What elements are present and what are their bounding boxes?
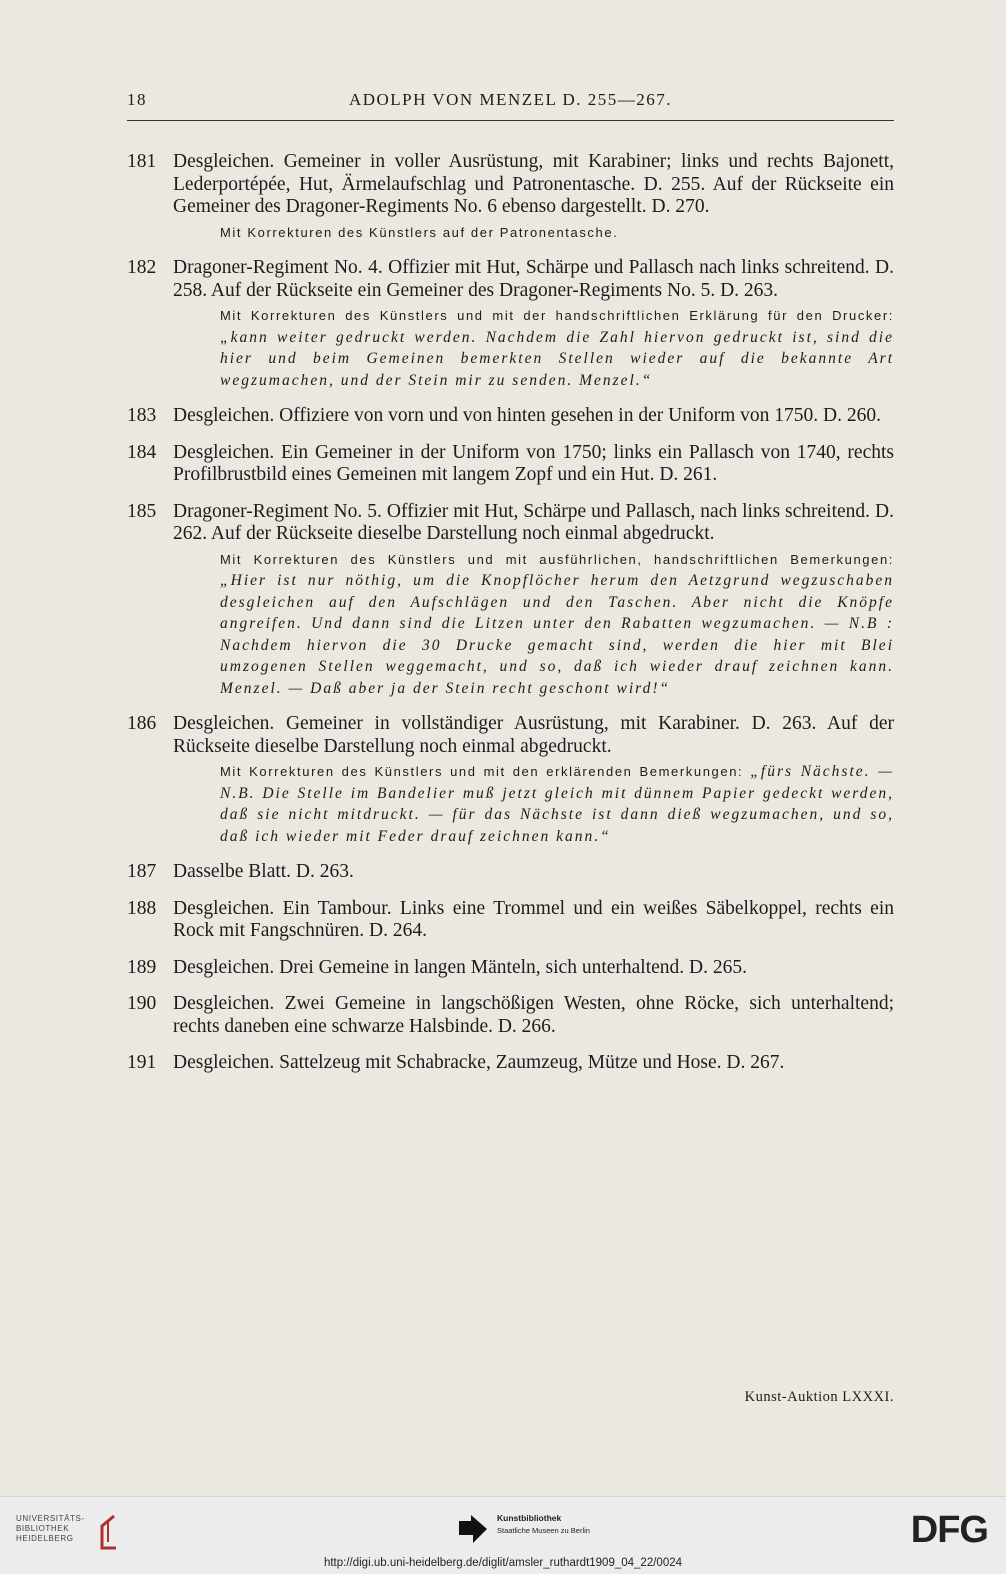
dfg-logo[interactable]: DFG (910, 1509, 988, 1551)
entry-note-text: Mit Korrekturen des Künstlers auf der Patronentasche. (220, 224, 619, 240)
catalog-entry (127, 861, 894, 884)
entry-handwritten-quote: „kann weiter gedruckt werden. Nachdem die Zahl hiervon gedruckt ist, sind die hier und beim Gemeinen bemerkten Stellen wieder auf die bekannte Art wegzumachen, und der Stein mir zu senden. Menzel.“ (220, 328, 894, 389)
catalog-entry (127, 957, 894, 980)
entry-note-text: Mit Korrekturen des Künstlers und mit ausführlichen, handschriftlichen Bemerkungen: (220, 551, 894, 567)
entry-description: Desgleichen. Offiziere von vorn und von hinten gesehen in der Uniform von 1750. D. 260. (173, 405, 881, 426)
page-header (127, 88, 894, 116)
entry-description: Desgleichen. Gemeiner in voller Ausrüstung, mit Karabiner; links und rechts Bajonett, Lederportépée, Hut, Ärmelaufschlag und Patronentasche. D. 255. Auf der Rückseite ein Gemeiner des Dragoner-Regiments No. 6 ebenso dargestellt. D. 270. (173, 151, 894, 217)
entry-description: Desgleichen. Drei Gemeine in langen Mänteln, sich unterhaltend. D. 265. (173, 956, 747, 978)
entry-number: 185 (127, 500, 157, 522)
entry-handwritten-quote: „Hier ist nur nöthig, um die Knopflöcher herum den Aetzgrund wegzuschaben desgleichen auf den Aufschlägen und den Taschen. Aber nicht die Knöpfe angreifen. Und dann sind die Litzen unter den Rabatten wegzumachen. — N.B : Nachdem hiervon die 30 Drucke gemacht sind, werden die hier mit Blei umzogenen Stellen weggemacht, und so, daß ich wieder drauf zeichnen kann. Menzel. — Daß aber ja der Stein recht geschont wird!“ (220, 572, 894, 697)
entry-note-text: Mit Korrekturen des Künstlers und mit der handschriftlichen Erklärung für den Drucker: (220, 308, 894, 323)
entry-description: Desgleichen. Ein Tambour. Links eine Trommel und ein weißes Säbelkoppel, rechts ein Rock mit Fangschnüren. D. 264. (173, 897, 894, 941)
entry-description: Dasselbe Blatt. D. 263. (173, 861, 354, 882)
catalog-entry (127, 713, 894, 847)
catalog-entry (127, 501, 894, 700)
catalog-entry (127, 405, 894, 428)
entry-number: 191 (127, 1052, 157, 1073)
catalog-entry (127, 1052, 894, 1075)
kunstbibliothek-logo-icon[interactable] (457, 1513, 489, 1549)
entry-note (220, 305, 894, 391)
entry-description: Dragoner-Regiment No. 5. Offizier mit Hut, Schärpe und Pallasch, nach links schreitend. D. 262. Auf der Rückseite dieselbe Darstellung noch einmal abgedruckt. (173, 500, 894, 544)
entry-handwritten-quote: „fürs Nächste. — N.B. Die Stelle im Bandelier muß jetzt gleich mit dünnem Papier gedeckt werden, daß sie nicht mitdruckt. — für das Nächste ist dann dieß wegzumachen, und so, daß ich wieder mit Feder drauf zeichnen kann.“ (220, 763, 894, 845)
entry-description: Dragoner-Regiment No. 4. Offizier mit Hut, Schärpe und Pallasch nach links schreitend. D. 258. Auf der Rückseite ein Gemeiner des Dragoner-Regiments No. 5. D. 263. (173, 257, 894, 301)
entry-description: Desgleichen. Gemeiner in vollständiger Ausrüstung, mit Karabiner. D. 263. Auf der Rückseite dieselbe Darstellung noch einmal abgedruckt. (173, 713, 894, 757)
kunstbibliothek-label[interactable]: Kunstbibliothek Staatliche Museen zu Berlin (497, 1513, 590, 1535)
entry-note (220, 549, 894, 700)
header-rule (127, 120, 894, 121)
university-library-label[interactable]: UNIVERSITÄTS- BIBLIOTHEK HEIDELBERG (16, 1514, 85, 1543)
entry-number: 183 (127, 405, 157, 426)
entry-number: 182 (127, 257, 157, 278)
entry-number: 188 (127, 897, 157, 919)
entry-description: Desgleichen. Ein Gemeiner in der Uniform von 1750; links ein Pallasch von 1740, rechts Profilbrustbild eines Gemeinen mit langem Zopf und ein Hut. D. 261. (173, 441, 894, 485)
entry-number: 189 (127, 956, 157, 978)
entry-number: 186 (127, 713, 157, 734)
university-logo-icon[interactable] (94, 1512, 122, 1552)
entry-number: 187 (127, 861, 157, 882)
running-title: ADOLPH VON MENZEL D. 255—267. (348, 90, 673, 109)
entry-note (220, 761, 894, 847)
catalog-entries (127, 151, 894, 1089)
entry-number: 190 (127, 993, 157, 1014)
entry-description: Desgleichen. Sattelzeug mit Schabracke, Zaumzeug, Mütze und Hose. D. 267. (173, 1052, 785, 1073)
viewer-footer-bar (0, 1496, 1006, 1574)
catalog-entry (127, 898, 894, 943)
catalog-entry (127, 151, 894, 243)
catalog-entry (127, 257, 894, 391)
catalog-entry (127, 442, 894, 487)
entry-description: Desgleichen. Zwei Gemeine in langschößigen Westen, ohne Röcke, sich unterhaltend; rechts daneben eine schwarze Halsbinde. D. 266. (173, 993, 894, 1037)
entry-number: 184 (127, 441, 157, 463)
catalog-footer: Kunst-Auktion LXXXI. (744, 1389, 894, 1405)
entry-note-text: Mit Korrekturen des Künstlers und mit den erklärenden Bemerkungen: (220, 764, 744, 779)
catalog-entry (127, 993, 894, 1038)
page-url[interactable]: http://digi.ub.uni-heidelberg.de/diglit/amsler_ruthardt1909_04_22/0024 (323, 1557, 683, 1569)
page-number: 18 (127, 90, 147, 109)
entry-note (220, 222, 894, 244)
entry-number: 181 (127, 151, 157, 172)
